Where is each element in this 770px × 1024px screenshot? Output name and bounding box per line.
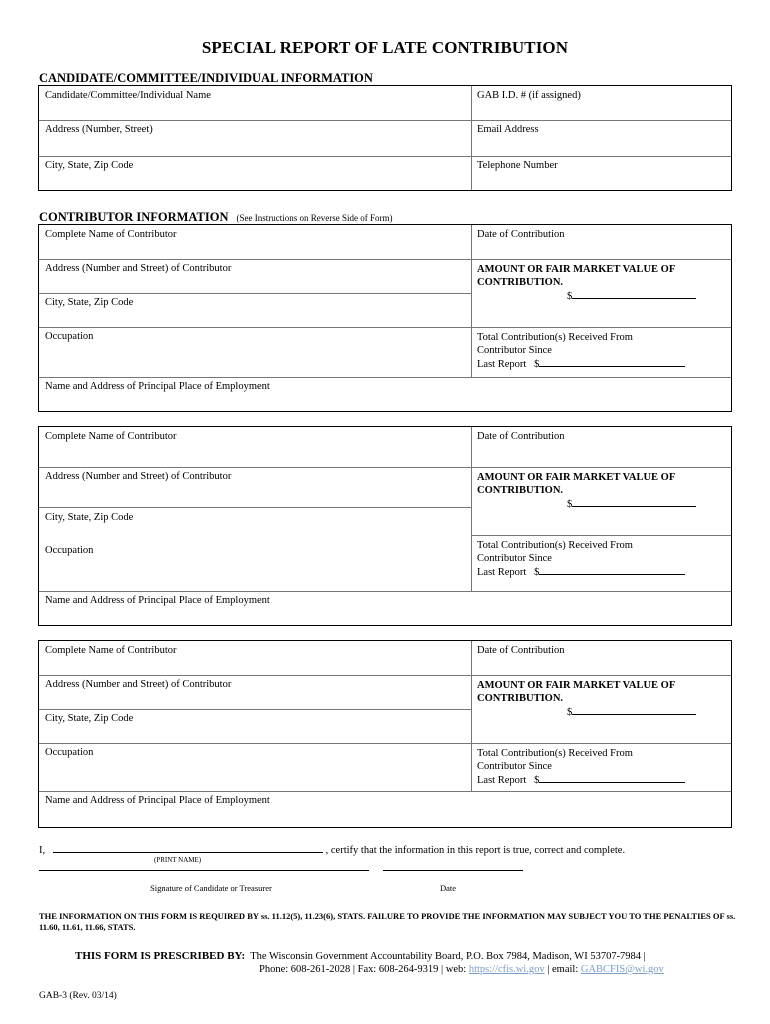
prescribed-by-footer: THIS FORM IS PRESCRIBED BY: The Wisconsin Government Accountability Board, P.O. Box 7984, Madison, WI 53707-7984 | Phone: 608-261-2028 | Fax: 608-264-9319 | web: https://cfis.wi.gov | email: GABCFIS@wi.gov [75, 950, 664, 975]
amount-field[interactable]: AMOUNT OR FAIR MARKET VALUE OF CONTRIBUTION. $ [471, 259, 696, 303]
prescribed-label: THIS FORM IS PRESCRIBED BY: [75, 950, 246, 962]
occupation-field[interactable]: Occupation [45, 545, 94, 556]
candidate-section-heading: CANDIDATE/COMMITTEE/INDIVIDUAL INFORMATION [39, 71, 373, 85]
contributor-block-1 [38, 224, 732, 412]
occupation-field[interactable]: Occupation [45, 747, 94, 758]
contributor-address-field[interactable]: Address (Number and Street) of Contributor [45, 679, 232, 690]
contributor-city-field[interactable]: City, State, Zip Code [45, 713, 134, 724]
occupation-field[interactable]: Occupation [45, 331, 94, 342]
employment-field[interactable]: Name and Address of Principal Place of Employment [45, 381, 270, 392]
candidate-address-field[interactable]: Address (Number, Street) [45, 124, 153, 135]
signature-caption: Signature of Candidate or Treasurer [150, 883, 272, 893]
contribution-date-field[interactable]: Date of Contribution [477, 431, 565, 442]
contributor-instructions-note: (See Instructions on Reverse Side of Form) [236, 213, 393, 223]
contributor-name-field[interactable]: Complete Name of Contributor [45, 431, 177, 442]
contributor-city-field[interactable]: City, State, Zip Code [45, 512, 134, 523]
candidate-city-field[interactable]: City, State, Zip Code [45, 160, 134, 171]
contribution-date-field[interactable]: Date of Contribution [477, 229, 565, 240]
date-caption: Date [440, 883, 457, 893]
amount-field[interactable]: AMOUNT OR FAIR MARKET VALUE OF CONTRIBUTION. $ [471, 467, 696, 511]
total-contributions-field[interactable]: Total Contribution(s) Received From Contributor Since Last Report $ [471, 535, 685, 579]
contributor-address-field[interactable]: Address (Number and Street) of Contributor [45, 471, 232, 482]
email-field[interactable]: Email Address [477, 124, 539, 135]
print-name-caption: (PRINT NAME) [154, 856, 202, 864]
signature-input[interactable] [39, 870, 369, 871]
gab-id-field[interactable]: GAB I.D. # (if assigned) [477, 90, 581, 101]
contributor-city-field[interactable]: City, State, Zip Code [45, 297, 134, 308]
candidate-name-field[interactable]: Candidate/Committee/Individual Name [45, 90, 211, 101]
contributor-name-field[interactable]: Complete Name of Contributor [45, 229, 177, 240]
total-contributions-field[interactable]: Total Contribution(s) Received From Contributor Since Last Report $ [471, 327, 685, 371]
website-link[interactable]: https://cfis.wi.gov [468, 964, 545, 975]
certification-line: I, , certify that the information in this report is true, correct and complete. [39, 845, 626, 856]
amount-field[interactable]: AMOUNT OR FAIR MARKET VALUE OF CONTRIBUTION. $ [471, 675, 696, 719]
contributor-block-2 [38, 426, 732, 626]
contributor-block-3 [38, 640, 732, 828]
candidate-info-box [38, 85, 732, 191]
legal-notice: THE INFORMATION ON THIS FORM IS REQUIRED BY ss. 11.12(5), 11.23(6), STATS. FAILURE TO PROVIDE THE INFORMATION MAY SUBJECT YOU TO THE PENALTIES OF ss. 11.60, 11.61, 11.66, STATS. [39, 911, 736, 932]
phone-field[interactable]: Telephone Number [477, 160, 558, 171]
contributor-address-field[interactable]: Address (Number and Street) of Contributor [45, 263, 232, 274]
email-link[interactable]: GABCFIS@wi.gov [580, 964, 664, 975]
contribution-date-field[interactable]: Date of Contribution [477, 645, 565, 656]
contributor-name-field[interactable]: Complete Name of Contributor [45, 645, 177, 656]
signature-date-input[interactable] [383, 870, 523, 871]
form-title: SPECIAL REPORT OF LATE CONTRIBUTION [201, 38, 569, 57]
contributor-section-heading: CONTRIBUTOR INFORMATION (See Instructions on Reverse Side of Form) [39, 210, 393, 224]
employment-field[interactable]: Name and Address of Principal Place of Employment [45, 795, 270, 806]
form-id: GAB-3 (Rev. 03/14) [39, 991, 117, 1001]
total-contributions-field[interactable]: Total Contribution(s) Received From Contributor Since Last Report $ [471, 743, 685, 787]
print-name-input[interactable] [53, 843, 323, 853]
employment-field[interactable]: Name and Address of Principal Place of Employment [45, 595, 270, 606]
